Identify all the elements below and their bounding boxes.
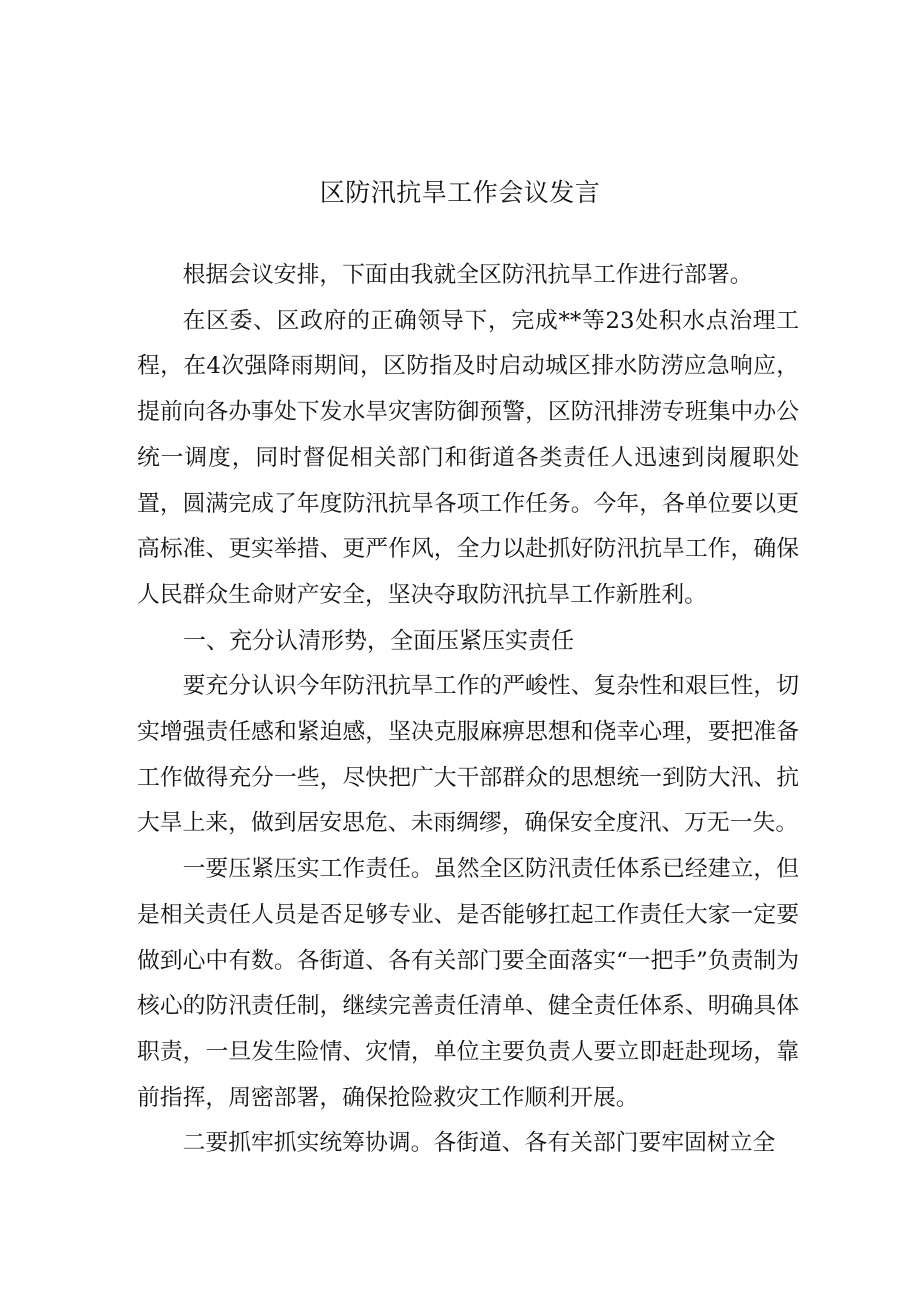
document-title: 区防汛抗旱工作会议发言 [319,178,601,207]
paragraph-responsibility: 一要压紧压实工作责任。虽然全区防汛责任体系已经建立，但是相关责任人员是否足够专业、是否能够扛起工作责任大家一定要做到心中有数。各街道、各有关部门要全面落实“一把手”负责制为核心的防汛责任制，继续完善责任清单、健全责任体系、明确具体职责，一旦发生险情、灾情，单位主要负责人要立即赶赴现场，靠前指挥，周密部署，确保抢险救灾工作顺利开展。 [137,856,799,1111]
section-heading-1: 一、充分认清形势，全面压紧压实责任 [183,627,574,654]
document-body [137,253,799,1167]
paragraph-intro: 根据会议安排，下面由我就全区防汛抗旱工作进行部署。 [182,262,753,288]
paragraph-coordination: 二要抓牢抓实统筹协调。各街道、各有关部门要牢固树立全 [182,1130,776,1157]
paragraph-situation: 要充分认识今年防汛抗旱工作的严峻性、复杂性和艰巨性，切实增强责任感和紧迫感，坚决克服麻痹思想和侥幸心理，要把准备工作做得充分一些，尽快把广大干部群众的思想统一到防大汛、抗大旱上来，做到居安思危、未雨绸缪，确保安全度汛、万无一失。 [137,673,799,837]
paragraph-review: 在区委、区政府的正确领导下，完成**等23处积水点治理工程，在4次强降雨期间，区防指及时启动城区排水防涝应急响应，提前向各办事处下发水旱灾害防御预警，区防汛排涝专班集中办公统一调度，同时督促相关部门和街道各类责任人迅速到岗履职处置，圆满完成了年度防汛抗旱各项工作任务。今年，各单位要以更高标准、更实举措、更严作风，全力以赴抓好防汛抗旱工作，确保人民群众生命财产安全，坚决夺取防汛抗旱工作新胜利。 [137,307,799,608]
